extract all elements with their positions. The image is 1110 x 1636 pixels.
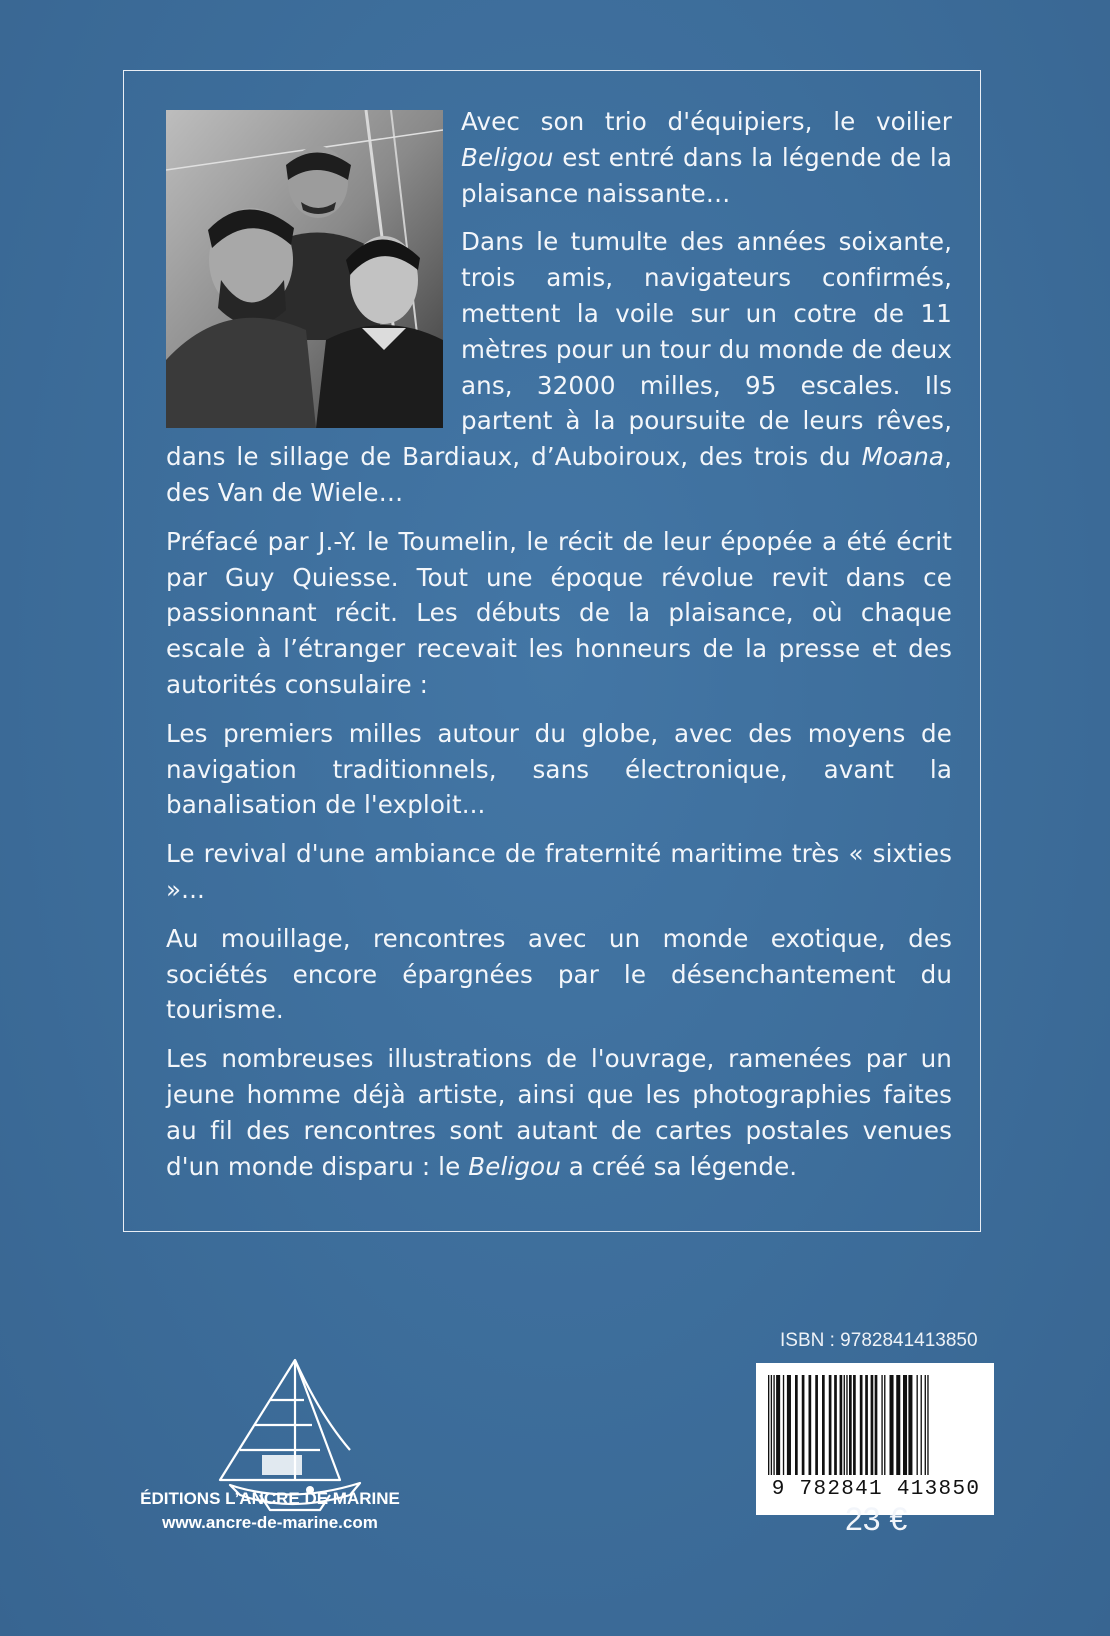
p7-text-b: a créé sa légende. (560, 1151, 798, 1181)
boat-name-moana: Moana (861, 442, 945, 472)
description-text (166, 104, 952, 1197)
barcode-bar (917, 1375, 918, 1475)
barcode-bar (829, 1375, 832, 1475)
barcode-bar (840, 1375, 843, 1475)
barcode-bar (925, 1375, 926, 1475)
barcode-bar (846, 1375, 847, 1475)
barcode-bar (809, 1375, 812, 1475)
paragraph-6: Au mouillage, rencontres avec un monde exotique, des sociétés encore épargnées par le désenchantement du tourisme. (166, 923, 952, 1025)
p2-text-b: , des Van de Wiele… (166, 442, 952, 507)
barcode-bar (908, 1375, 912, 1475)
barcode-bar (890, 1375, 894, 1475)
barcode-bar (776, 1375, 780, 1475)
barcode-bar (773, 1375, 774, 1475)
barcode-bar (787, 1375, 791, 1475)
barcode-bar (844, 1375, 845, 1475)
photo-spacer (166, 104, 461, 436)
barcode-bar (860, 1375, 863, 1475)
barcode-bar (853, 1375, 856, 1475)
p2-text-a: Dans le tumulte des années soixante, trois amis, navigateurs confirmés, mettent la voile sur un cotre de 11 mètres pour un tour du monde de deux ans, 32000 milles, 95 escales. Ils partent à la poursuite de leurs rêves, dans le sillage de Bardiaux, d’Auboiroux, des trois du (166, 227, 952, 472)
p1-text-b: est entré dans la légende de la plaisance naissante… (461, 142, 952, 208)
barcode-bar (768, 1375, 769, 1475)
isbn-label: ISBN : 9782841413850 (780, 1330, 978, 1351)
barcode-bar (927, 1375, 928, 1475)
barcode-bar (822, 1375, 825, 1475)
paragraph-7 (166, 1041, 952, 1184)
barcode-bar (881, 1375, 882, 1475)
barcode-bar (834, 1375, 837, 1475)
barcode-bar (865, 1375, 868, 1475)
publisher-name: ÉDITIONS L’ANCRE DE MARINE (140, 1489, 400, 1508)
p1-text-a: Avec son trio d'équipiers, le voilier (461, 107, 952, 136)
barcode-bars (764, 1375, 988, 1475)
barcode-bar (921, 1375, 922, 1475)
publisher-website[interactable]: www.ancre-de-marine.com (162, 1513, 378, 1532)
barcode-bar (795, 1375, 798, 1475)
barcode-bar (849, 1375, 852, 1475)
publisher-info (140, 1487, 400, 1535)
p7-text-a: Les nombreuses illustrations de l'ouvrage, ramenées par un jeune homme déjà artiste, ainsi que les photographies faites au fil des rencontres sont autant de cartes postales venues d'un monde disparu : le (166, 1044, 952, 1181)
paragraph-4: Les premiers milles autour du globe, avec des moyens de navigation traditionnels, sans électronique, avant la banalisation de l'exploit... (166, 718, 952, 820)
barcode-bar (802, 1375, 805, 1475)
barcode-bar (783, 1375, 784, 1475)
barcode-bar (871, 1375, 874, 1475)
barcode-number: 9 782841 413850 (771, 1478, 981, 1501)
barcode-bar (771, 1375, 772, 1475)
barcode-bar (884, 1375, 885, 1475)
price: 23 € (845, 1501, 908, 1537)
boat-name: Beligou (461, 142, 554, 172)
barcode-bar (875, 1375, 878, 1475)
barcode-bar (896, 1375, 900, 1475)
barcode-bar (815, 1375, 818, 1475)
paragraph-3: Préfacé par J.-Y. le Toumelin, le récit de leur épopée a été écrit par Guy Quiesse. Tout une époque révolue revit dans ce passionnant récit. Les débuts de la plaisance, où chaque escale à l’étranger recevait les honneurs de la presse et des autorités consulaire : (166, 526, 952, 699)
boat-name-2: Beligou (468, 1151, 561, 1181)
barcode-bar (903, 1375, 907, 1475)
paragraph-5: Le revival d'une ambiance de fraternité maritime très « sixties »... (166, 839, 952, 904)
barcode (756, 1363, 994, 1515)
